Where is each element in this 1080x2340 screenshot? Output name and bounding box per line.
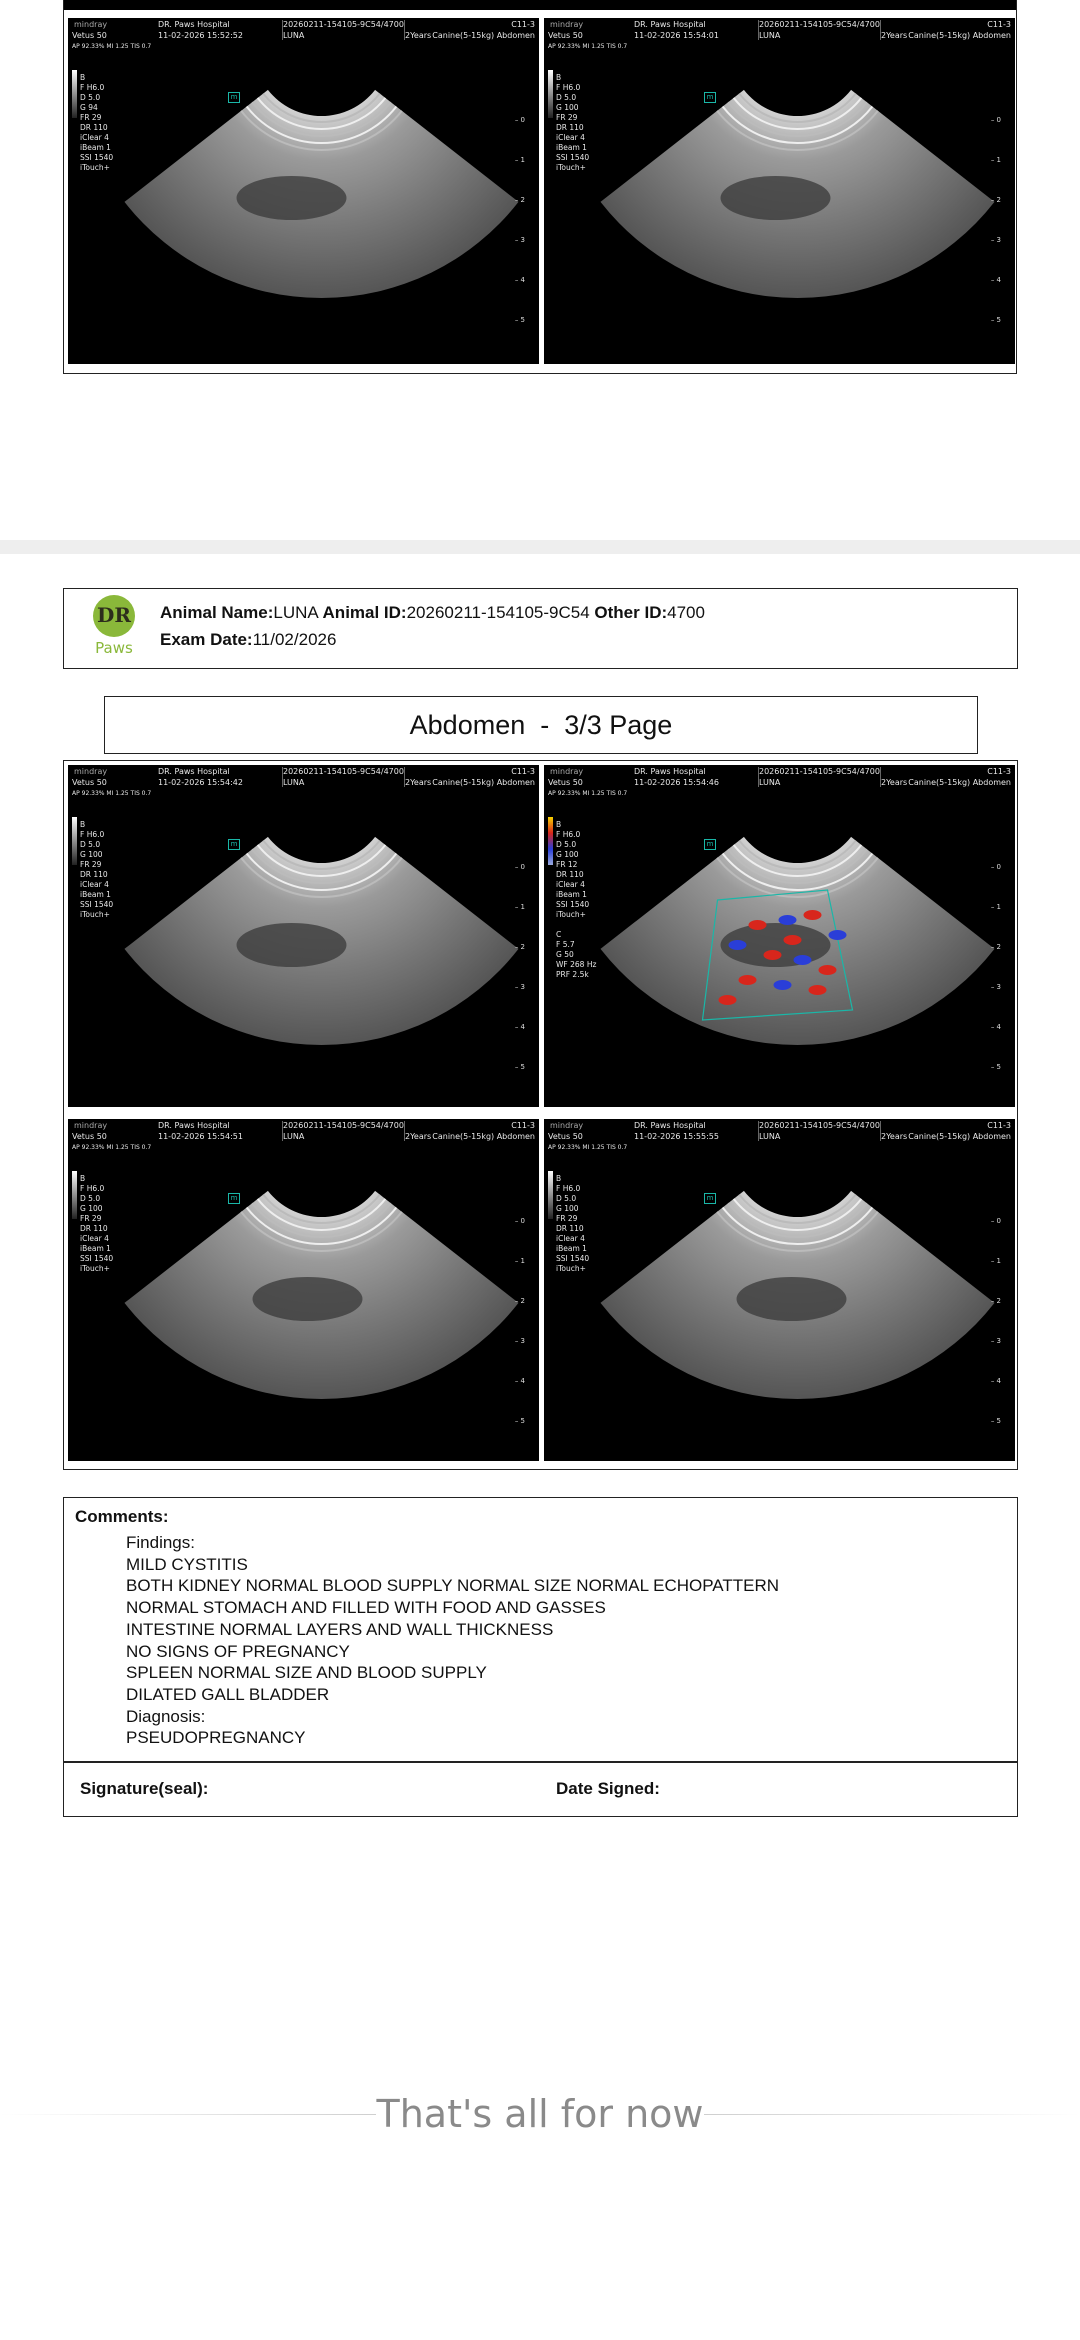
- hospital-name: DR. Paws Hospital: [158, 767, 230, 776]
- timestamp: 11-02-2026 15:54:46: [634, 778, 719, 787]
- header-divider: [282, 20, 283, 40]
- comment-line: NORMAL STOMACH AND FILLED WITH FOOD AND GASSES: [126, 1598, 606, 1618]
- doppler-flow-spot: [774, 980, 792, 990]
- device-model: Vetus 50: [72, 1132, 107, 1141]
- gray-scale-bar: [548, 817, 553, 865]
- device-brand: mindray: [74, 767, 108, 776]
- probe-name: C11-3: [987, 767, 1011, 776]
- acoustic-power: AP 92.33% MI 1.25 TIS 0.7: [548, 790, 628, 797]
- doppler-flow-spot: [764, 950, 782, 960]
- exam-number: 20260211-154105-9C54/4700: [759, 1121, 880, 1130]
- patient-age: 2Years: [405, 31, 432, 40]
- ultrasound-panel-4: [544, 1119, 1015, 1461]
- imaging-parameters: B F H6.0 D 5.0 G 100 FR 29 DR 110 iClear 4 iBeam 1 SSI 1540 iTouch+: [80, 1174, 114, 1273]
- imaging-parameters: B F H6.0 D 5.0 G 100 FR 12 DR 110 iClear 4 iBeam 1 SSI 1540 iTouch+ C F 5.7 G 50 WF 268 Hz PRF 2.5k: [556, 820, 597, 979]
- exam-category: Canine(5-15kg) Abdomen: [908, 778, 1011, 787]
- hospital-name: DR. Paws Hospital: [158, 20, 230, 29]
- hospital-name: DR. Paws Hospital: [158, 1121, 230, 1130]
- header-divider: [758, 767, 759, 787]
- ultrasound-image: [544, 18, 1015, 364]
- ultrasound-image: [68, 18, 539, 364]
- depth-tick: – 5: [514, 316, 525, 324]
- depth-tick: – 1: [990, 156, 1001, 164]
- device-model: Vetus 50: [72, 31, 107, 40]
- organ-region: [237, 923, 347, 967]
- header-divider: [404, 1121, 405, 1141]
- probe-name: C11-3: [511, 20, 535, 29]
- depth-tick: – 3: [514, 236, 525, 244]
- imaging-parameters: B F H6.0 D 5.0 G 94 FR 29 DR 110 iClear 4 iBeam 1 SSI 1540 iTouch+: [80, 73, 114, 172]
- comment-line: BOTH KIDNEY NORMAL BLOOD SUPPLY NORMAL SIZE NORMAL ECHOPATTERN: [126, 1576, 780, 1596]
- depth-tick: – 5: [990, 316, 1001, 324]
- doppler-flow-spot: [779, 915, 797, 925]
- ultrasound-panel-1: [68, 765, 539, 1107]
- ultrasound-image: [544, 765, 1015, 1107]
- depth-tick: – 4: [990, 1023, 1001, 1031]
- ultrasound-image: [68, 765, 539, 1107]
- ultrasound-panel-2-doppler: [544, 765, 1015, 1107]
- depth-tick: – 2: [514, 196, 525, 204]
- patient-name: LUNA: [283, 778, 305, 787]
- comment-line: PSEUDOPREGNANCY: [126, 1728, 306, 1748]
- marker-box: m: [704, 1193, 716, 1204]
- hospital-name: DR. Paws Hospital: [634, 20, 706, 29]
- exam-date-value: 11/02/2026: [252, 630, 337, 649]
- hospital-name: DR. Paws Hospital: [634, 1121, 706, 1130]
- exam-category: Canine(5-15kg) Abdomen: [908, 1132, 1011, 1141]
- doppler-flow-spot: [729, 940, 747, 950]
- device-model: Vetus 50: [548, 778, 583, 787]
- depth-tick: – 4: [514, 276, 525, 284]
- gray-scale-bar: [548, 70, 553, 118]
- depth-tick: – 4: [990, 276, 1001, 284]
- gray-scale-bar: [72, 1171, 77, 1219]
- depth-tick: – 2: [990, 943, 1001, 951]
- other-id-label: Other ID:: [594, 603, 668, 622]
- patient-name: LUNA: [759, 31, 781, 40]
- imaging-parameters: B F H6.0 D 5.0 G 100 FR 29 DR 110 iClear 4 iBeam 1 SSI 1540 iTouch+: [80, 820, 114, 919]
- organ-region: [737, 1277, 847, 1321]
- doppler-flow-spot: [784, 935, 802, 945]
- acoustic-power: AP 92.33% MI 1.25 TIS 0.7: [72, 43, 152, 50]
- patient-age: 2Years: [405, 1132, 432, 1141]
- animal-name-value: LUNA: [273, 603, 318, 622]
- footer-text: That's all for now: [376, 2092, 704, 2136]
- gray-scale-bar: [72, 70, 77, 118]
- device-model: Vetus 50: [548, 1132, 583, 1141]
- patient-name: LUNA: [283, 1132, 305, 1141]
- depth-tick: – 1: [514, 1257, 525, 1265]
- header-divider: [880, 767, 881, 787]
- header-divider: [880, 20, 881, 40]
- probe-name: C11-3: [511, 1121, 535, 1130]
- depth-tick: – 5: [990, 1063, 1001, 1071]
- marker-box: m: [704, 839, 716, 850]
- depth-tick: – 1: [514, 903, 525, 911]
- other-id-value: 4700: [667, 603, 705, 622]
- comment-line: SPLEEN NORMAL SIZE AND BLOOD SUPPLY: [126, 1663, 487, 1683]
- comment-line: DILATED GALL BLADDER: [126, 1684, 330, 1704]
- organ-region: [237, 176, 347, 220]
- patient-name: LUNA: [759, 778, 781, 787]
- depth-tick: – 3: [514, 983, 525, 991]
- device-brand: mindray: [74, 20, 108, 29]
- hospital-name: DR. Paws Hospital: [634, 767, 706, 776]
- acoustic-power: AP 92.33% MI 1.25 TIS 0.7: [548, 43, 628, 50]
- page-title-box: [104, 696, 978, 754]
- page-title: Abdomen - 3/3 Page: [409, 710, 673, 740]
- depth-tick: – 4: [514, 1023, 525, 1031]
- marker-box: m: [228, 1193, 240, 1204]
- header-divider: [404, 767, 405, 787]
- depth-tick: – 4: [990, 1377, 1001, 1385]
- imaging-parameters: B F H6.0 D 5.0 G 100 FR 29 DR 110 iClear 4 iBeam 1 SSI 1540 iTouch+: [556, 73, 590, 172]
- device-model: Vetus 50: [548, 31, 583, 40]
- header-divider: [758, 1121, 759, 1141]
- depth-tick: – 2: [514, 943, 525, 951]
- exam-category: Canine(5-15kg) Abdomen: [432, 778, 535, 787]
- patient-age: 2Years: [881, 1132, 908, 1141]
- acoustic-power: AP 92.33% MI 1.25 TIS 0.7: [548, 1144, 628, 1151]
- patient-age: 2Years: [405, 778, 432, 787]
- page-separator: [0, 540, 1080, 554]
- depth-tick: – 3: [990, 1337, 1001, 1345]
- ultrasound-image: [544, 1119, 1015, 1461]
- header-divider: [758, 20, 759, 40]
- doppler-flow-spot: [809, 985, 827, 995]
- depth-tick: – 0: [990, 116, 1001, 124]
- exam-number: 20260211-154105-9C54/4700: [759, 767, 880, 776]
- marker-box: m: [228, 839, 240, 850]
- timestamp: 11-02-2026 15:55:55: [634, 1132, 719, 1141]
- timestamp: 11-02-2026 15:54:01: [634, 31, 719, 40]
- signature-box: [63, 1762, 1018, 1817]
- footer-line-right: [704, 2114, 1080, 2115]
- patient-age: 2Years: [881, 31, 908, 40]
- device-brand: mindray: [550, 20, 584, 29]
- doppler-flow-spot: [794, 955, 812, 965]
- exam-number: 20260211-154105-9C54/4700: [283, 1121, 404, 1130]
- comment-line: MILD CYSTITIS: [126, 1554, 248, 1574]
- ultrasound-panel-3: [68, 1119, 539, 1461]
- comments-label: Comments:: [75, 1507, 169, 1526]
- probe-name: C11-3: [511, 767, 535, 776]
- depth-tick: – 1: [514, 156, 525, 164]
- animal-name-label: Animal Name:: [160, 603, 274, 622]
- depth-tick: – 0: [514, 1217, 525, 1225]
- depth-tick: – 2: [514, 1297, 525, 1305]
- logo-text-bottom: Paws: [95, 639, 133, 657]
- comments-section-label: Diagnosis:: [126, 1706, 206, 1726]
- doppler-flow-spot: [804, 910, 822, 920]
- organ-region: [253, 1277, 363, 1321]
- marker-box: m: [704, 92, 716, 103]
- probe-name: C11-3: [987, 20, 1011, 29]
- acoustic-power: AP 92.33% MI 1.25 TIS 0.7: [72, 1144, 152, 1151]
- depth-tick: – 3: [990, 983, 1001, 991]
- ultrasound-image: [68, 1119, 539, 1461]
- logo: [88, 593, 140, 663]
- device-brand: mindray: [550, 1121, 584, 1130]
- depth-tick: – 1: [990, 903, 1001, 911]
- comments-section-label: Findings:: [126, 1533, 195, 1552]
- exam-number: 20260211-154105-9C54/4700: [283, 767, 404, 776]
- device-brand: mindray: [550, 767, 584, 776]
- date-signed-label: Date Signed:: [556, 1779, 660, 1798]
- header-divider: [404, 20, 405, 40]
- header-divider: [880, 1121, 881, 1141]
- animal-id-label: Animal ID:: [322, 603, 407, 622]
- depth-tick: – 3: [514, 1337, 525, 1345]
- footer-line-left: [0, 2114, 376, 2115]
- depth-tick: – 0: [514, 863, 525, 871]
- depth-tick: – 2: [990, 1297, 1001, 1305]
- ultrasound-panel-top-left: [68, 18, 539, 364]
- timestamp: 11-02-2026 15:54:51: [158, 1132, 243, 1141]
- header-divider: [282, 767, 283, 787]
- acoustic-power: AP 92.33% MI 1.25 TIS 0.7: [72, 790, 152, 797]
- ultrasound-panel-top-right: [544, 18, 1015, 364]
- exam-number: 20260211-154105-9C54/4700: [283, 20, 404, 29]
- exam-date-label: Exam Date:: [160, 630, 253, 649]
- depth-tick: – 0: [990, 863, 1001, 871]
- doppler-flow-spot: [719, 995, 737, 1005]
- patient-line-1: [160, 603, 705, 623]
- logo-text-top: DR: [97, 603, 131, 627]
- device-model: Vetus 50: [72, 778, 107, 787]
- depth-tick: – 5: [990, 1417, 1001, 1425]
- depth-tick: – 4: [514, 1377, 525, 1385]
- depth-tick: – 3: [990, 236, 1001, 244]
- doppler-flow-spot: [829, 930, 847, 940]
- patient-name: LUNA: [283, 31, 305, 40]
- organ-region: [721, 176, 831, 220]
- marker-box: m: [228, 92, 240, 103]
- header-divider: [282, 1121, 283, 1141]
- probe-name: C11-3: [987, 1121, 1011, 1130]
- timestamp: 11-02-2026 15:52:52: [158, 31, 243, 40]
- depth-tick: – 5: [514, 1063, 525, 1071]
- timestamp: 11-02-2026 15:54:42: [158, 778, 243, 787]
- gray-scale-bar: [548, 1171, 553, 1219]
- device-brand: mindray: [74, 1121, 108, 1130]
- exam-category: Canine(5-15kg) Abdomen: [432, 31, 535, 40]
- depth-tick: – 1: [990, 1257, 1001, 1265]
- comment-line: NO SIGNS OF PREGNANCY: [126, 1641, 350, 1661]
- depth-tick: – 2: [990, 196, 1001, 204]
- doppler-flow-spot: [749, 920, 767, 930]
- patient-age: 2Years: [881, 778, 908, 787]
- comment-line: INTESTINE NORMAL LAYERS AND WALL THICKNESS: [126, 1619, 554, 1639]
- patient-info-box: [63, 588, 1018, 669]
- depth-tick: – 5: [514, 1417, 525, 1425]
- signature-label: Signature(seal):: [80, 1779, 209, 1798]
- patient-line-2: [160, 630, 336, 650]
- exam-category: Canine(5-15kg) Abdomen: [908, 31, 1011, 40]
- depth-tick: – 0: [990, 1217, 1001, 1225]
- doppler-flow-spot: [739, 975, 757, 985]
- exam-number: 20260211-154105-9C54/4700: [759, 20, 880, 29]
- imaging-parameters: B F H6.0 D 5.0 G 100 FR 29 DR 110 iClear 4 iBeam 1 SSI 1540 iTouch+: [556, 1174, 590, 1273]
- gray-scale-bar: [72, 817, 77, 865]
- animal-id-value: 20260211-154105-9C54: [406, 603, 590, 622]
- doppler-flow-spot: [819, 965, 837, 975]
- exam-category: Canine(5-15kg) Abdomen: [432, 1132, 535, 1141]
- depth-tick: – 0: [514, 116, 525, 124]
- patient-name: LUNA: [759, 1132, 781, 1141]
